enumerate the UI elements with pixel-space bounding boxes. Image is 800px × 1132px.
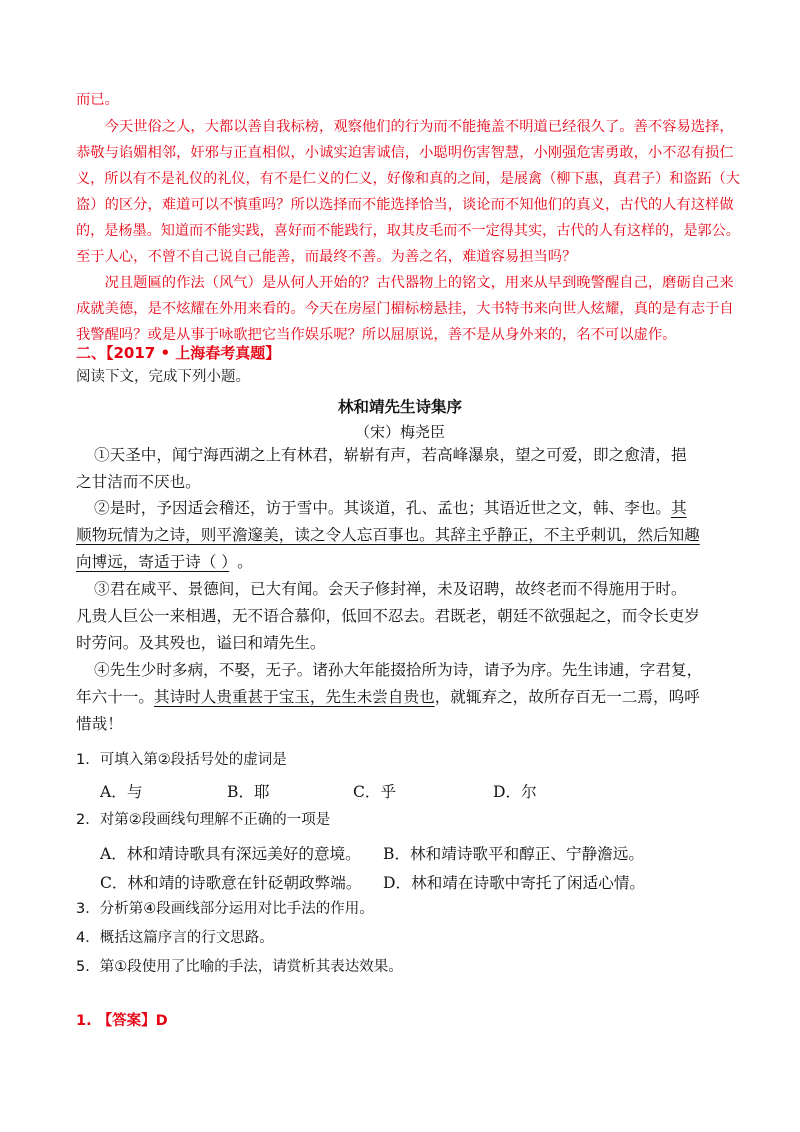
paragraph-4-line: [76, 690, 700, 706]
paragraph-4-text: ，就辄弃之，故所存百无一二焉，呜呼: [434, 688, 700, 706]
underlined-sentence: 其: [670, 499, 687, 517]
paragraph-2-line: [76, 528, 700, 544]
question-2-stem: 2．对第②段画线句理解不正确的一项是: [76, 812, 331, 828]
passage-title: 林和靖先生诗集序: [337, 398, 462, 416]
paragraph-2-tail: 。: [237, 553, 253, 571]
translation-line: 至于人心，不曾不自己说自己能善，而最终不善。为善之名，难道容易担当吗？: [76, 249, 577, 265]
question-3-stem: 3．分析第④段画线部分运用对比手法的作用。: [76, 901, 374, 917]
paragraph-2-line: [94, 501, 687, 517]
translation-line: 况且题匾的作法（风气）是从何人开始的？古代器物上的铭文，用来从早到晚警醒自己，磨砺自己来: [76, 275, 734, 291]
translation-line: 盗）的区分，难道可以不慎重吗？所以选择而不能选择恰当，谈论而不知他们的真义，古代的人有这样做: [76, 197, 734, 213]
paragraph-3-line: ③君在咸平、景德间，已大有闻。会天子修封禅，未及诏聘，故终老而不得施用于时。: [94, 580, 687, 598]
passage-author: （宋）梅尧臣: [354, 423, 445, 441]
question-1-option-b: B．耶: [227, 783, 270, 801]
paragraph-1-line: ①天圣中，闻宁海西湖之上有林君，崭崭有声，若高峰瀑泉，望之可爱，即之愈清，挹: [94, 446, 687, 464]
paragraph-2-text: ②是时，予因适会稽还，访于雪中。其谈道，孔、孟也；其语近世之文，韩、李也。: [94, 499, 671, 517]
paragraph-4-line: 惜哉！: [76, 715, 123, 733]
paragraph-1-line: 之甘洁而不厌也。: [76, 473, 201, 491]
answer-label: 【答案】D: [97, 1013, 168, 1029]
paragraph-3-line: 凡贵人巨公一来相遇，无不语合慕仰，低回不忍去。君既老，朝廷不欲强起之，而令长吏岁: [76, 607, 700, 625]
section-instruction: 阅读下文，完成下列小题。: [76, 369, 250, 385]
translation-line: 今天世俗之人，大都以善自我标榜，观察他们的行为而不能掩盖不明道已经很久了。善不容易选择，: [76, 119, 734, 135]
underlined-sentence: 顺物玩情为之诗，则平澹邃美，读之令人忘百事也。其辞主乎静正，不主乎刺讥，然后知趣: [76, 526, 700, 544]
underlined-sentence: 其诗时人贵重甚于宝玉，先生未尝自贵也: [153, 688, 435, 706]
paragraph-3-line: 时劳问。及其殁也，谥曰和靖先生。: [76, 634, 326, 652]
question-1-option-d: D．尔: [493, 783, 537, 801]
translation-line: 成就美德，是不炫耀在外用来看的。今天在房屋门楣标榜悬挂，大书特书来向世人炫耀，真的是有志于自: [76, 301, 734, 317]
question-2-option-d: D．林和靖在诗歌中寄托了闲适心情。: [383, 874, 646, 892]
paragraph-4-text: 年六十一。: [76, 688, 154, 706]
paragraph-4-line: ④先生少时多病，不娶，无子。诸孙大年能掇拾所为诗，请予为序。先生讳逋，字君复，: [94, 661, 703, 679]
question-1-stem: 1．可填入第②段括号处的虚词是: [76, 752, 287, 768]
section-heading: 二、【2017 • 上海春考真题】: [76, 344, 281, 362]
question-5-stem: 5．第①段使用了比喻的手法，请赏析其表达效果。: [76, 959, 403, 975]
paragraph-2-line: [76, 555, 253, 571]
question-2-option-b: B．林和靖诗歌平和醇正、宁静澹远。: [383, 845, 644, 863]
question-2-option-a: A．林和靖诗歌具有深远美好的意境。: [100, 845, 361, 863]
question-1-option-c: C．乎: [353, 783, 397, 801]
answer-number: 1.: [76, 1013, 92, 1029]
translation-line: 恭敬与谄媚相邻，奸邪与正直相似，小诚实迫害诚信，小聪明伤害智慧，小刚强危害勇敢，小不忍有损仁: [76, 145, 734, 161]
question-1-option-a: A．与: [100, 783, 143, 801]
answer-line: [76, 1014, 168, 1029]
translation-line: 我警醒吗？或是从事于咏歌把它当作娱乐呢？所以屈原说，善不是从身外来的，名不可以虚作。: [76, 327, 677, 343]
translation-line: 义，所以有不是礼仪的礼仪，有不是仁义的仁义，好像和真的之间，是展禽（柳下惠，真君子）和盗跖（大: [76, 171, 740, 187]
question-4-stem: 4．概括这篇序言的行文思路。: [76, 930, 274, 946]
translation-line: 而已。: [76, 92, 119, 108]
question-2-option-c: C．林和靖的诗歌意在针砭朝政弊端。: [100, 874, 362, 892]
underlined-sentence-with-blank: 向博远，寄适于诗（ ）: [76, 553, 230, 571]
translation-line: 的，是杨墨。知道而不能实践，喜好而不能践行，取其皮毛而不一定得其实，古代的人有这样的，是郭公。: [76, 223, 740, 239]
